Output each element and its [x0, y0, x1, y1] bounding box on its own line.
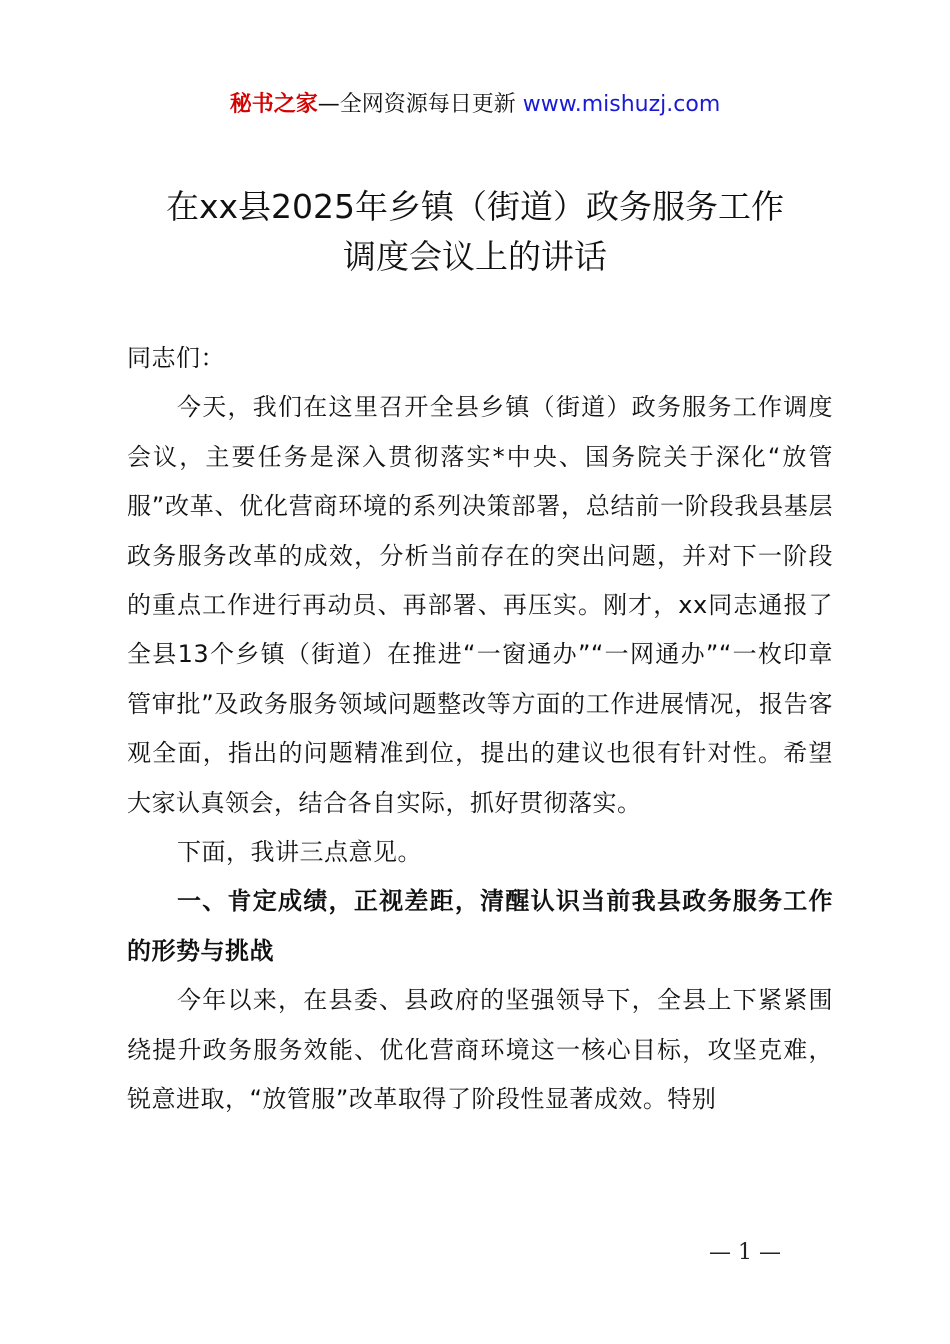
header-tagline: —全网资源每日更新 — [317, 92, 523, 117]
brand-name: 秘书之家 — [229, 92, 318, 117]
title-line-1: 在xx县2025年乡镇（街道）政务服务工作 — [165, 187, 785, 226]
site-header — [0, 88, 950, 122]
page-number: — 1 — — [709, 1240, 781, 1265]
paragraph-section-1: 今年以来，在县委、县政府的坚强领导下，全县上下紧紧围绕提升政务服务效能、优化营商环境这一核心目标，攻坚克难，锐意进取，“放管服”改革取得了阶段性显著成效。特别 — [127, 986, 833, 1114]
paragraph-transition: 下面，我讲三点意见。 — [177, 838, 422, 867]
document-body — [127, 334, 833, 1125]
paragraph-intro: 今天，我们在这里召开全县乡镇（街道）政务服务工作调度会议，主要任务是深入贯彻落实*中央、国务院关于深化“放管服”改革、优化营商环境的系列决策部署，总结前一阶段我县基层政务服务改革的成效，分析当前存在的突出问题，并对下一阶段的重点工作进行再动员、再部署、再压实。刚才，xx同志通报了全县13个乡镇（街道）在推进“一窗通办”“一网通办”“一枚印章管审批”及政务服务领域问题整改等方面的工作进展情况，报告客观全面，指出的问题精准到位，提出的建议也很有针对性。希望大家认真领会，结合各自实际，抓好贯彻落实。 — [127, 393, 833, 817]
section-heading-1: 一、肯定成绩，正视差距，清醒认识当前我县政务服务工作的形势与挑战 — [127, 887, 833, 965]
title-line-2: 调度会议上的讲话 — [343, 237, 607, 276]
site-url-link[interactable]: www.mishuzj.com — [522, 92, 721, 117]
document-title — [60, 182, 890, 282]
salutation: 同志们： — [127, 344, 225, 372]
